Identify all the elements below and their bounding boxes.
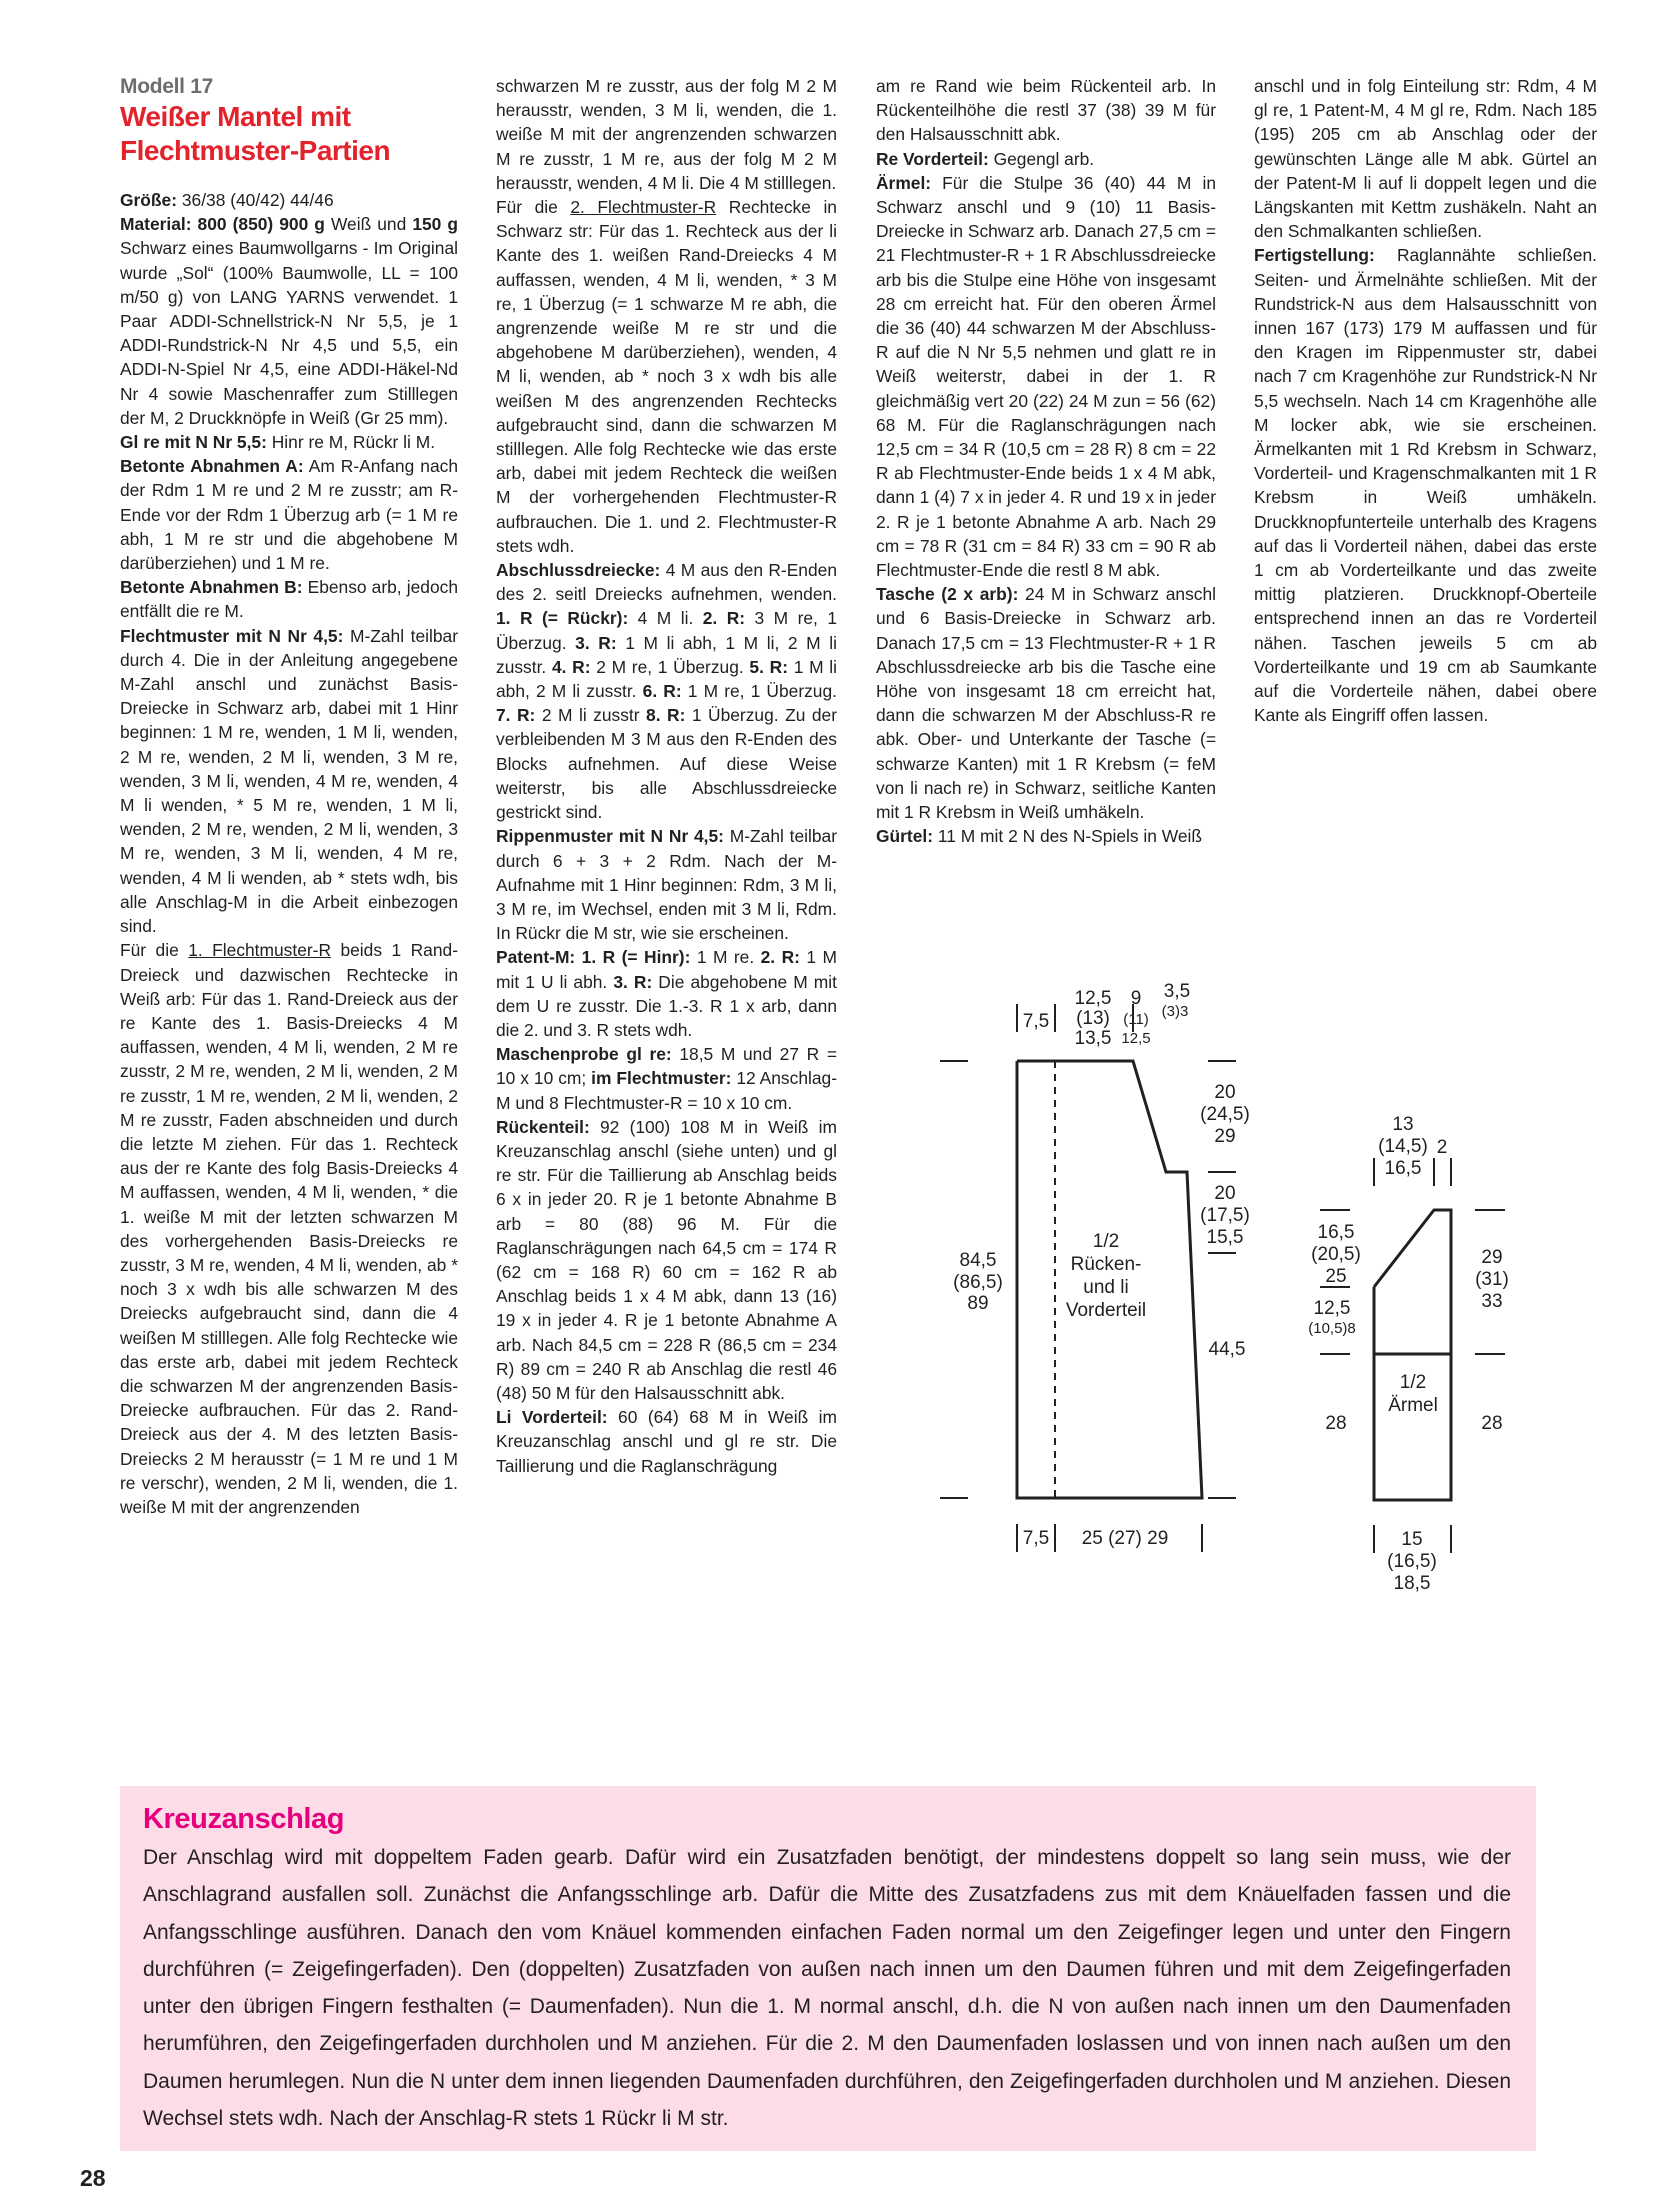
dim-bottom-left: 7,5 xyxy=(1022,1528,1050,1549)
dim-top-c1: 3,5 xyxy=(1163,981,1191,1002)
fertig-paragraph xyxy=(1254,243,1597,727)
sleeve-dim-top-3: 16,5 xyxy=(1384,1158,1422,1179)
size-text: 36/38 (40/42) 44/46 xyxy=(177,190,334,210)
fuer2-b: Rechtecke in Schwarz str: Für das 1. Rechteck aus der li Kante des 1. weißen Rand-Dreiecks 4 M auffassen, wenden, 4 M li, wenden, * 3 M re, 1 Überzug (= 1 schwarze M re abh, die angrenzende weiße M re str und die abgehobene M darüberziehen), wenden, 4 M li, wenden, ab * noch 3 x wdh bis alle weißen M des angrenzenden Rechtecks aufgebraucht sind, dann die schwarzen M stilllegen. Alle folg Rechtecke wie das erste arb, dabei mit jedem Rechteck die weißen M der vorhergehenden Flechtmuster-R aufbrauchen. Die 1. und 2. Flechtmuster-R stets wdh. xyxy=(496,197,837,556)
flecht-label: Flechtmuster mit N Nr 4,5: xyxy=(120,625,344,646)
dim-top-left: 7,5 xyxy=(1022,1011,1050,1032)
abn-b-label: Betonte Abnahmen B: xyxy=(120,577,303,598)
abschluss-r7-text: 2 M li zusstr xyxy=(535,705,640,726)
patent-label: Patent-M: 1. R (= Hinr): xyxy=(496,947,691,968)
sleeve-dim-left-b1: 12,5 xyxy=(1313,1298,1351,1319)
material-label: Material: 800 (850) 900 g xyxy=(120,214,325,235)
col4-continuation: anschl und in folg Einteilung str: Rdm, 4 M gl re, 1 Patent-M, 4 M gl re, Rdm. Nach 185 (195) 205 cm ab Anschlag oder der gewünschten Länge alle M abk. Gürtel an der Patent-M li auf li doppelt legen und die Längskanten mit Kettm zushäkeln. Naht an den Schmalkanten schließen. xyxy=(1254,76,1597,242)
abschluss-r6-text: 1 M re, 1 Überzug. xyxy=(681,681,837,702)
abn-a-text: Am R-Anfang nach der Rdm 1 M re und 2 M re zusstr; am R-Ende vor der Rdm 1 Überzug arb (= 1 M re abh, 1 M re str und die abgehobene M darüberziehen) und 1 M re. xyxy=(120,456,458,574)
patent-paragraph xyxy=(496,945,837,1042)
tasche-text: 24 M in Schwarz anschl und 6 Basis-Dreiecke in Schwarz arb. Danach 17,5 cm = 13 Flechtmuster-R + 1 R Abschlussdreiecke arb bis die Tasche eine Höhe von insgesamt 18 cm erreicht hat, dann die schwarzen M der Abschluss-R re abk. Ober- und Unterkante der Tasche (= schwarze Kanten) mit 1 R Krebsm (= feM von li nach re) in Schwarz, seitliche Kanten mit 1 R Krebsm in Weiß umhäkeln. xyxy=(876,584,1216,823)
abschluss-r1-text: 4 M li. xyxy=(628,608,694,629)
patent-text-3: Die abgehobene M mit dem U re zusstr. Die 1.-3. R 1 x arb, dann die 2. und 3. R stets wdh. xyxy=(496,971,837,1040)
instructions-column-1 xyxy=(120,74,458,1519)
fuer1-b: beids 1 Rand-Dreieck und dazwischen Rechtecke in Weiß arb: Für das 1. Rand-Dreieck aus der re Kante des 1. Basis-Dreiecks 4 M auffassen, wenden, 4 M li, wenden, 2 M re zusstr, 2 M re, wenden, 2 M li, wenden, 2 M re zusstr, 1 M re, wenden, 2 M li, wenden, 2 M re zusstr, Faden abschneiden und durch die letzte M ziehen. Für das 1. Rechteck aus der re Kante des folg Basis-Dreiecks 4 M auffassen, wenden, 4 M li, wenden, * die 1. weiße M mit der letzten schwarzen M des vorhergehenden Basis-Dreiecks re zusstr, 3 M re, wenden, 4 M li, wenden, ab * noch 3 x wdh bis alle schwarzen M des Dreiecks aufgebraucht sind, dann die 4 weißen M stilllegen. Alle folg Rechtecke wie das erste arb, dabei mit jedem Rechteck die schwarzen M der angrenzenden Basis-Dreiecke aufbrauchen. Für das 2. Rand-Dreieck aus der 4. M des letzten Basis-Dreiecks 2 M herausstr (= 1 M re und 1 M re verschr), wenden, 2 M li, wenden, die 1. weiße M mit der angrenzenden xyxy=(120,940,458,1517)
tasche-paragraph xyxy=(876,582,1216,824)
maschenprobe-label: Maschenprobe gl re: xyxy=(496,1044,672,1065)
kreuzanschlag-infobox xyxy=(120,1786,1536,2151)
patent-text-1: 1 M re. xyxy=(690,947,755,968)
patent-r3: 3. R: xyxy=(607,971,653,992)
dim-right-b3: 15,5 xyxy=(1206,1227,1244,1248)
sleeve-dim-right-2: (31) xyxy=(1475,1269,1509,1290)
ruecken-label: Rückenteil: xyxy=(496,1116,590,1137)
abn-a-paragraph xyxy=(120,454,458,575)
flecht-r2-paragraph xyxy=(496,195,837,558)
maschenprobe-paragraph xyxy=(496,1042,837,1115)
aermel-paragraph xyxy=(876,171,1216,582)
abschluss-r2: 2. R: xyxy=(693,608,746,629)
schematic-diagram xyxy=(940,960,1560,1600)
sleeve-dim-left-a3: 25 xyxy=(1325,1266,1347,1287)
sleeve-dim-left-a2: (20,5) xyxy=(1311,1244,1361,1265)
flecht-r1-paragraph xyxy=(120,938,458,1519)
material-paragraph xyxy=(120,212,458,430)
abschluss-r5-text: 1 M li abh, 2 M li zusstr. xyxy=(496,656,837,702)
abschluss-r5: 5. R: xyxy=(743,656,788,677)
ruecken-text: 92 (100) 108 M in Weiß im Kreuzanschlag anschl (siehe unten) und gl re str. Für die Taillierung ab Anschlag beids 6 x in jeder 20. R je 1 betonte Abnahme B arb = 80 (88) 96 M. Für die Raglanschrägungen nach 64,5 cm = 174 R (62 cm = 168 R) 60 cm = 162 R ab Anschlag beids 1 x 4 M abk, dann 13 (16) 19 x in jeder 4. R je 1 betonte Abnahme A arb. Nach 84,5 cm = 228 R (86,5 cm = 234 R) 89 cm = 240 R ab Anschlag die restl 46 (48) 50 M für den Halsausschnitt abk. xyxy=(496,1116,837,1403)
sleeve-dim-left-c: 28 xyxy=(1325,1413,1347,1434)
abn-b-paragraph xyxy=(120,575,458,623)
revorder-text: Gegengl arb. xyxy=(988,148,1095,169)
infobox-title: Kreuzanschlag xyxy=(143,1803,345,1835)
abschluss-r8-text: 1 Überzug. Zu der verbleibenden M 3 M aus den R-Enden des Blocks aufnehmen. Auf diese Weise weiterstr, bis alle Abschlussdreiecke gestrickt sind. xyxy=(496,705,837,823)
body-label-3: und li xyxy=(1083,1277,1129,1298)
abn-a-label: Betonte Abnahmen A: xyxy=(120,456,304,477)
sleeve-dim-bottom-3: 18,5 xyxy=(1393,1573,1431,1594)
guertel-paragraph xyxy=(876,824,1216,848)
body-schematic xyxy=(940,981,1250,1552)
model-label: Modell 17 xyxy=(120,75,213,98)
dim-right-a2: (24,5) xyxy=(1200,1104,1250,1125)
size-label: Größe: xyxy=(120,190,178,210)
sleeve-dim-top-side: 2 xyxy=(1436,1137,1448,1158)
dim-right-c: 44,5 xyxy=(1208,1339,1246,1360)
guertel-text: 11 M mit 2 N des N-Spiels in Weiß xyxy=(933,826,1203,847)
abschluss-text: 4 M aus den R-Enden des 2. seitl Dreiecks aufnehmen, wenden. xyxy=(496,560,837,605)
flecht-paragraph xyxy=(120,624,458,939)
dim-bottom-main: 25 (27) 29 xyxy=(1081,1528,1169,1549)
maschenprobe-bold-2: im Flechtmuster: xyxy=(586,1068,732,1089)
page-title: Weißer Mantel mit Flechtmuster-Partien xyxy=(120,101,391,166)
instructions-column-4 xyxy=(1254,74,1597,727)
patent-r2: 2. R: xyxy=(754,947,800,968)
dim-top-b1: 9 xyxy=(1130,988,1142,1009)
fuer1-a: Für die xyxy=(120,940,189,961)
rippen-text: M-Zahl teilbar durch 6 + 3 + 2 Rdm. Nach der M-Aufnahme mit 1 Hinr beginnen: Rdm, 3 M li, 3 M re, im Wechsel, enden mit 3 M li, Rdm. In Rückr die M str, wie sie erscheinen. xyxy=(496,826,837,944)
tasche-label: Tasche (2 x arb): xyxy=(876,584,1019,605)
abn-b-text: Ebenso arb, jedoch entfällt die re M. xyxy=(120,577,458,622)
dim-right-a3: 29 xyxy=(1214,1126,1236,1147)
col3-continuation: am re Rand wie beim Rückenteil arb. In Rückenteilhöhe die restl 37 (38) 39 M für den Halsausschnitt abk. xyxy=(876,76,1216,145)
patent-text-2: 1 M mit 1 U li abh. xyxy=(496,947,837,992)
guertel-label: Gürtel: xyxy=(876,826,934,847)
dim-right-a1: 20 xyxy=(1214,1082,1236,1103)
body-label-4: Vorderteil xyxy=(1065,1300,1147,1321)
livorder-paragraph xyxy=(496,1405,837,1478)
gl-paragraph xyxy=(120,430,458,454)
livorder-label: Li Vorderteil: xyxy=(496,1407,608,1428)
dim-top-a2: (13) xyxy=(1076,1008,1110,1029)
flecht-text: M-Zahl teilbar durch 4. Die in der Anleitung angegebene M-Zahl anschl und zunächst Basis-Dreiecke in Schwarz arb, dabei mit 1 Hinr beginnen: 1 M re, wenden, 1 M li, wenden, 2 M re, wenden, 2 M li, wenden, 3 M re, wenden, 3 M li, wenden, 4 M re, wenden, 4 M li wenden, * 5 M re, wenden, 1 M li, wenden, 2 M re, wenden, 2 M li, wenden, 3 M re, wenden, 3 M li, wenden, 4 M re, wenden, 4 M li wenden, ab * stets wdh, bis alle Anschlag-M in die Arbeit einbezogen sind. xyxy=(120,625,459,937)
aermel-text: Für die Stulpe 36 (40) 44 M in Schwarz anschl und 9 (10) 11 Basis-Dreiecke in Schwarz arb. Danach 27,5 cm = 21 Flechtmuster-R + 1 R Abschlussdreiecke arb bis die Stulpe eine Höhe von insgesamt 28 cm erreicht hat. Für den oberen Ärmel die 36 (40) 44 schwarzen M der Abschluss-R auf die N Nr 5,5 nehmen und glatt re in Weiß weiterstr, dabei in der 1. R gleichmäßig vert 20 (22) 24 M zun = 56 (62) 68 M. Für die Raglanschrägungen nach 12,5 cm = 34 R (10,5 cm = 28 R) 8 cm = 22 R ab Flechtmuster-Ende beids 1 x 4 M abk, dann 1 (4) 7 x in jeder 4. R und 19 x in jeder 2. R je 1 betonte Abnahme A arb. Nach 29 cm = 78 R (31 cm = 84 R) 33 cm = 90 R ab Flechtmuster-Ende die restl 8 M abk. xyxy=(876,172,1216,581)
sleeve-label-2: Ärmel xyxy=(1388,1395,1438,1416)
dim-left-3: 89 xyxy=(967,1293,989,1314)
dim-left-1: 84,5 xyxy=(959,1250,997,1271)
fuer2-a: Für die xyxy=(496,197,571,218)
sleeve-dim-left-b2: (10,5)8 xyxy=(1308,1320,1356,1337)
body-label-2: Rücken- xyxy=(1070,1254,1142,1275)
abschluss-r2-text: 3 M re, 1 Überzug. xyxy=(496,608,837,653)
abschluss-r3-text: 1 M li abh, 1 M li, 2 M li zusstr. xyxy=(496,632,837,677)
page-number: 28 xyxy=(80,2165,106,2191)
gl-label: Gl re mit N Nr 5,5: xyxy=(120,432,267,453)
material-text-1: Weiß und xyxy=(324,214,413,235)
aermel-label: Ärmel: xyxy=(876,172,932,193)
sleeve-dim-bottom-2: (16,5) xyxy=(1387,1551,1437,1572)
livorder-text: 60 (64) 68 M in Weiß im Kreuzanschlag anschl und gl re str. Die Taillierung und die Raglanschrägung xyxy=(496,1407,837,1476)
sleeve-dim-right-3: 33 xyxy=(1481,1291,1503,1312)
rippen-label: Rippenmuster mit N Nr 4,5: xyxy=(496,826,724,847)
fertig-label: Fertigstellung: xyxy=(1254,245,1375,266)
dim-top-a1: 12,5 xyxy=(1074,988,1112,1009)
maschenprobe-text-1: 18,5 M und 27 R = 10 x 10 cm; xyxy=(496,1044,838,1089)
sleeve-dim-bottom-1: 15 xyxy=(1401,1529,1423,1550)
abschluss-r3: 3. R: xyxy=(566,632,617,653)
gl-text: Hinr re M, Rückr li M. xyxy=(266,432,436,453)
revorder-label: Re Vorderteil: xyxy=(876,148,989,169)
sleeve-label-1: 1/2 xyxy=(1399,1372,1427,1393)
abschluss-r8: 8. R: xyxy=(639,705,686,726)
rippen-paragraph xyxy=(496,824,837,945)
material-text-2: Schwarz eines Baumwollgarns - Im Original wurde „Sol“ (100% Baumwolle, LL = 100 m/50 g) von LANG YARNS verwendet. 1 Paar ADDI-Schnellstrick-N Nr 5,5, je 1 ADDI-Rundstrick-N Nr 4,5 und 5,5, ein ADDI-N-Spiel Nr 4,5, eine ADDI-Häkel-Nd Nr 4 sowie Maschenraffer zum Stilllegen der M, 2 Druckknöpfe in Weiß (Gr 25 mm). xyxy=(120,238,458,428)
fuer2-underlined: 2. Flechtmuster-R xyxy=(570,197,717,218)
sleeve-dim-left-a1: 16,5 xyxy=(1317,1222,1355,1243)
sleeve-dim-right-1: 29 xyxy=(1481,1247,1503,1268)
abschluss-label: Abschlussdreiecke: xyxy=(496,560,661,581)
sleeve-dim-right-c: 28 xyxy=(1481,1413,1503,1434)
instructions-column-2 xyxy=(496,74,837,1478)
dim-top-a3: 13,5 xyxy=(1074,1028,1112,1049)
maschenprobe-text-2: 12 Anschlag-M und 8 Flechtmuster-R = 10 x 10 cm. xyxy=(496,1068,837,1113)
dim-top-b3: 12,5 xyxy=(1121,1030,1151,1047)
fertig-text: Raglannähte schließen. Seiten- und Ärmelnähte schließen. Mit der Rundstrick-N aus dem Halsausschnitt von innen 167 (173) 179 M auffassen und für den Kragen im Rippenmuster str, dabei nach 7 cm Kragenhöhe zur Rundstrick-N Nr 5,5 wechseln. Nach 14 cm Kragenhöhe alle M locker abk, wie sie erscheinen. Ärmelkanten mit 1 Rd Krebsm in Schwarz, Vorderteil- und Kragenschmalkanten mit 1 R Krebsm in Weiß umhäkeln. Druckknopfunterteile unterhalb des Kragens auf das li Vorderteil nähen, dabei das erste 1 cm ab Vorderteilkante und das zweite mittig platzieren. Druckknopf-Oberteile entsprechend innen an das re Vorderteil nähen. Taschen jeweils 5 cm ab Vorderteilkante und 19 cm ab Saumkante auf die Vorderteile nähen, dabei obere Kante als Eingriff offen lassen. xyxy=(1254,245,1597,726)
dim-top-b2: (11) xyxy=(1123,1011,1149,1028)
fuer1-underlined: 1. Flechtmuster-R xyxy=(188,940,332,961)
abschluss-r4-text: 2 M re, 1 Überzug. xyxy=(590,656,744,677)
dim-right-b2: (17,5) xyxy=(1200,1205,1250,1226)
abschluss-paragraph xyxy=(496,558,837,824)
abschluss-r6: 6. R: xyxy=(636,681,682,702)
sleeve-dim-top-1: 13 xyxy=(1392,1114,1414,1135)
dim-top-c2: (3)3 xyxy=(1161,1003,1189,1020)
dim-right-b1: 20 xyxy=(1214,1183,1236,1204)
size-paragraph xyxy=(120,188,458,212)
instructions-column-3 xyxy=(876,74,1216,849)
body-label-1: 1/2 xyxy=(1092,1231,1120,1252)
abschluss-r1: 1. R (= Rückr): xyxy=(496,608,629,629)
dim-left-2: (86,5) xyxy=(953,1272,1003,1293)
abschluss-r4: 4. R: xyxy=(546,656,591,677)
ruecken-paragraph xyxy=(496,1115,837,1405)
sleeve-dim-top-2: (14,5) xyxy=(1378,1136,1428,1157)
col2-continuation: schwarzen M re zusstr, aus der folg M 2 M herausstr, wenden, 3 M li, wenden, die 1. weiße M mit der angrenzenden schwarzen M re zusstr, 1 M re, aus der folg M 2 M herausstr, wenden, 4 M li. Die 4 M stilllegen. xyxy=(496,76,837,193)
revorder-paragraph xyxy=(876,147,1216,171)
material-bold-2: 150 g xyxy=(412,214,458,235)
abschluss-r7: 7. R: xyxy=(496,705,536,726)
sleeve-schematic xyxy=(1308,1114,1509,1594)
infobox-text: Der Anschlag wird mit doppeltem Faden gearb. Dafür wird ein Zusatzfaden benötigt, der mindestens doppelt so lang sein muss, wie der Anschlagrand ausfallen soll. Zunächst die Anfangsschlinge arb. Dafür die Mitte des Zusatzfadens zus mit dem Knäuelfaden fassen und die Anfangsschlinge ausführen. Danach den vom Knäuel kommenden einfachen Faden normal um den Zeigefinger legen und unter den Fingern durchführen (= Zeigefingerfaden). Den (doppelten) Zusatzfaden von außen nach innen um den Daumen führen und mit dem Zeigefingerfaden unter den übrigen Fingern festhalten (= Daumenfaden). Nun die 1. M normal anschl, d.h. die N von außen nach innen um den Daumenfaden herumführen, den Zeigefingerfaden durchholen und M anziehen. Für die 2. M den Daumenfaden loslassen und von innen nach außen um den Daumen herumlegen. Nun die N unter dem innen liegenden Daumenfaden durchführen, den Zeigefingerfaden durchholen und M anziehen. Diesen Wechsel stets wdh. Nach der Anschlag-R stets 1 Rückr li M str. xyxy=(143,1846,1511,2131)
